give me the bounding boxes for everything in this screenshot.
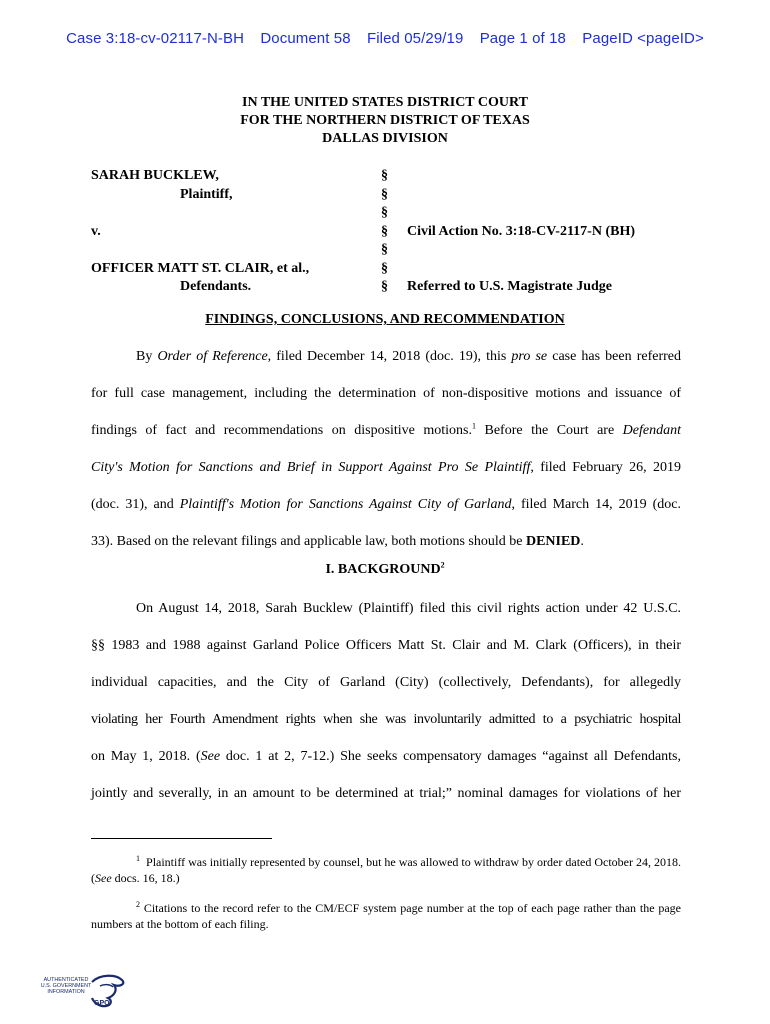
text-line: 33). Based on the relevant filings and applicable law, both motions should be DENIED. <box>91 534 584 549</box>
svg-text:INFORMATION: INFORMATION <box>47 989 85 995</box>
section-symbol: § <box>381 260 388 276</box>
text-line: §§ 1983 and 1988 against Garland Police Officers Matt St. Clair and M. Clark (Officers), in their <box>91 638 681 653</box>
plaintiff-role: Plaintiff, <box>180 186 233 202</box>
section-symbol: § <box>381 205 388 220</box>
footnote-ref-1[interactable]: 1 <box>472 421 477 431</box>
court-line-2: FOR THE NORTHERN DISTRICT OF TEXAS <box>240 113 530 128</box>
text-line: On August 14, 2018, Sarah Bucklew (Plaintiff) filed this civil rights action under 42 U.S.C. <box>136 601 681 616</box>
footnote-1: $^1$ Plaintiff was initially represented by counsel, but he was allowed to withdraw by order dated October 24, 2018. (See docs. 16, 18.) <box>91 854 682 885</box>
page-count: Page 1 of 18 <box>479 30 566 47</box>
section-heading-background: I. BACKGROUND$^2$ <box>325 560 445 577</box>
ecf-header <box>0 30 770 47</box>
gpo-eagle-icon <box>34 972 134 1014</box>
page-id: PageID <pageID> <box>582 30 704 47</box>
footnote-number: 1 <box>136 854 140 863</box>
svg-text:AUTHENTICATED: AUTHENTICATED <box>43 977 89 983</box>
versus: v. <box>91 223 101 239</box>
intro-paragraph <box>91 338 681 560</box>
footnote-divider <box>91 838 272 839</box>
plaintiff-name: SARAH BUCKLEW, <box>91 168 219 183</box>
footnote-2: $^2$ Citations to the record refer to the CM/ECF system page number at the top of each page rather than the page numbers at the bottom of each filing. <box>91 900 682 931</box>
defendant-role: Defendants. <box>180 279 252 294</box>
svg-text:GPO: GPO <box>94 1000 110 1007</box>
background-paragraph <box>91 590 681 812</box>
document-title: FINDINGS, CONCLUSIONS, AND RECOMMENDATION <box>205 312 565 327</box>
caption-case-info <box>407 167 717 297</box>
caption-parties <box>91 167 371 297</box>
case-number: Case 3:18-cv-02117-N-BH <box>66 30 245 47</box>
section-symbol: § <box>381 186 388 202</box>
section-symbol: § <box>381 242 388 257</box>
footnote-ref-2[interactable]: 2 <box>440 560 445 570</box>
filed-date: Filed 05/29/19 <box>366 30 464 47</box>
court-line-3: DALLAS DIVISION <box>322 131 448 146</box>
text-line: City's Motion for Sanctions and Brief in Support Against Pro Se Plaintiff, filed February 26, 2019 <box>91 460 681 475</box>
document-number: Document 58 <box>260 30 351 47</box>
svg-text:U.S. GOVERNMENT: U.S. GOVERNMENT <box>40 983 92 989</box>
text-line: (doc. 31), and Plaintiff's Motion for Sanctions Against City of Garland, filed March 14, 2019 (doc. <box>91 497 681 512</box>
text-line: findings of fact and recommendations on dispositive motions.$^1$ Before the Court are Defendant <box>91 421 681 438</box>
section-symbol: § <box>381 279 388 294</box>
court-heading <box>0 94 770 148</box>
text-line: individual capacities, and the City of Garland (City) (collectively, Defendants), for allegedly <box>91 675 681 690</box>
defendant-name: OFFICER MATT ST. CLAIR, et al., <box>91 260 310 276</box>
text-line: on May 1, 2018. (See doc. 1 at 2, 7-12.) She seeks compensatory damages “against all Defendants, <box>91 749 681 764</box>
court-line-1: IN THE UNITED STATES DISTRICT COURT <box>242 95 528 110</box>
civil-action-number: Civil Action No. 3:18-CV-2117-N (BH) <box>407 223 635 239</box>
text-line: By Order of Reference, filed December 14, 2018 (doc. 19), this pro se case has been referred <box>136 349 681 364</box>
footnote-number: 2 <box>136 900 140 909</box>
text-line: for full case management, including the determination of non-dispositive motions and issuance of <box>91 386 681 401</box>
text-line: violating her Fourth Amendment rights when she was involuntarily admitted to a psychiatric hospital <box>91 712 681 727</box>
section-symbols <box>381 167 401 297</box>
section-symbol: § <box>381 168 388 183</box>
gpo-authentication-logo <box>34 972 134 1014</box>
referral-note: Referred to U.S. Magistrate Judge <box>407 279 613 294</box>
text-line: jointly and severally, in an amount to be determined at trial;” nominal damages for violations of her <box>91 786 681 801</box>
section-symbol: § <box>381 223 388 239</box>
